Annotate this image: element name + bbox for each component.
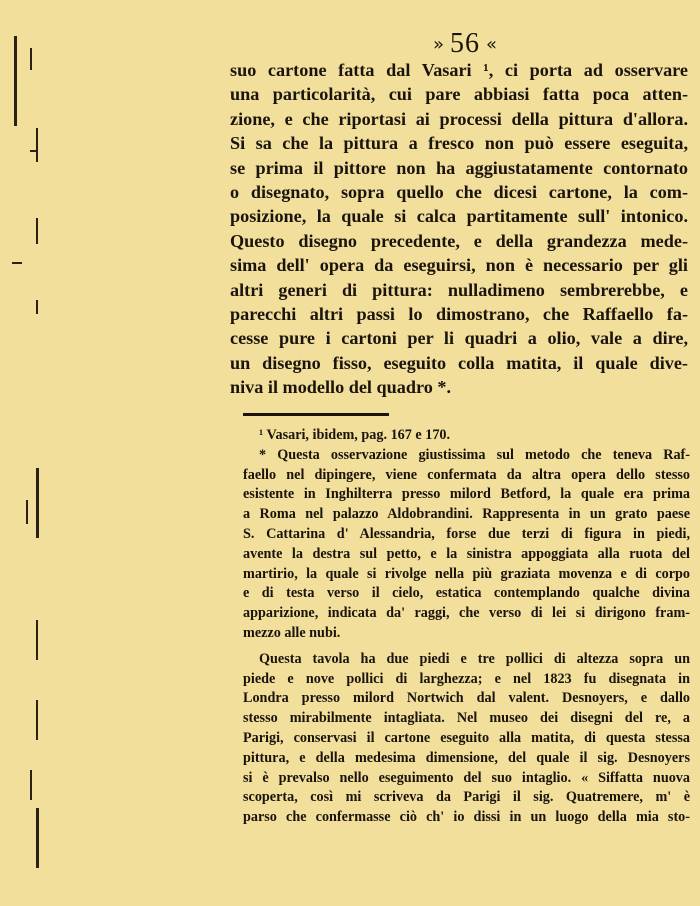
footnote-separator	[243, 413, 389, 416]
edge-mark	[26, 500, 28, 524]
edge-mark	[36, 620, 38, 660]
footnote-line: scoperta, così mi scriveva da Parigi il sig. Quatremere, m' è	[243, 789, 690, 806]
text-line: suo cartone fatta dal Vasari ¹, ci porta ad osservare	[230, 60, 688, 80]
footnote-line: martirio, la quale si rivolge nella più graziata movenza e di corpo	[243, 565, 690, 582]
text-line: zione, e che riportasi ai processi della pittura d'allora.	[230, 108, 688, 129]
edge-mark	[30, 150, 36, 152]
footnote-line: Questa tavola ha due piedi e tre pollici di altezza sopra un	[259, 650, 690, 667]
footnote-line: esistente in Inghilterra presso milord Betford, la quale era prima	[243, 486, 690, 503]
footnote-line: * Questa osservazione giustissima sul metodo che teneva Raf-	[259, 446, 690, 463]
footnote-line: Parigi, conservasi il cartone eseguito alla matita, di questa stessa	[243, 729, 690, 746]
footnote-line: stesso mirabilmente intagliata. Nel museo dei disegni del re, a	[243, 710, 690, 727]
footnote-line: Londra presso milord Nortwich dal valent. Desnoyers, e dallo	[243, 690, 690, 707]
footnote-line: piede e nove pollici di larghezza; e nel 1823 fu disegnata in	[243, 670, 690, 687]
footnote-line: pittura, e della medesima dimensione, del quale il sig. Desnoyers	[243, 749, 690, 766]
text-line: posizione, la quale si calca partitamente sull' intonico.	[230, 206, 688, 227]
text-line: Questo disegno precedente, e della grandezza mede-	[230, 230, 688, 251]
text-line: parecchi altri passi lo dimostrano, che Raffaello fa-	[230, 303, 688, 324]
left-ornament: »	[432, 33, 444, 55]
text-line: un disegno fisso, eseguito colla matita, il quale dive-	[230, 352, 688, 373]
text-line: una particolarità, cui pare abbiasi fatta poca atten-	[230, 84, 688, 105]
footnote-line: mezzo alle nubi.	[243, 624, 341, 641]
footnote-line: apparizione, indicata da' raggi, che verso di lei si dirigono fram-	[243, 605, 690, 622]
edge-mark	[36, 468, 39, 538]
text-line: altri generi di pittura: nulladimeno sembrerebbe, e	[230, 279, 688, 300]
right-ornament: «	[486, 33, 498, 55]
text-line: se prima il pittore non ha aggiustatamente contornato	[230, 157, 688, 178]
footnote-line: avente la destra sul petto, e la sinistra appoggiata alla ruota del	[243, 545, 690, 562]
footnote-1: ¹ Vasari, ibidem, pag. 167 e 170.	[259, 427, 451, 443]
text-line: o disegnato, sopra quello che dicesi cartone, la com-	[230, 181, 688, 202]
footnote-line: a Roma nel palazzo Aldobrandini. Rappresenta in un grato paese	[243, 506, 690, 523]
main-text-block	[230, 58, 688, 399]
edge-mark	[36, 218, 38, 244]
edge-mark	[14, 36, 17, 126]
edge-mark	[36, 128, 38, 162]
page-header	[400, 26, 530, 62]
footnote-line: parso che confermasse ciò ch' io dissi in un luogo della mia sto-	[243, 809, 690, 826]
edge-mark	[30, 770, 32, 800]
text-line: sima dell' opera da eseguirsi, non è necessario per gli	[230, 255, 688, 276]
page-number: 56	[450, 28, 480, 59]
footnote-line: si è prevalso nello eseguimento del suo intaglio. « Siffatta nuova	[243, 769, 690, 786]
text-line: cesse pure i cartoni per li quadri a olio, vale a dire,	[230, 328, 688, 349]
text-line: niva il modello del quadro *.	[230, 377, 451, 398]
edge-mark	[36, 300, 38, 314]
footnote-line: S. Cattarina d' Alessandria, forse due terzi di figura in piedi,	[243, 525, 690, 542]
edge-mark	[12, 262, 22, 264]
edge-mark	[36, 808, 39, 868]
footnote-line: faello nel dipingere, viene confermata da altra opera dello stesso	[243, 466, 690, 483]
footnote-line: e di testa verso il cielo, estatica contemplando qualche divina	[243, 585, 690, 602]
footnotes-block	[243, 426, 690, 828]
page-edge-marks	[0, 0, 60, 906]
edge-mark	[36, 700, 38, 740]
text-line: Si sa che la pittura a fresco non può essere eseguita,	[230, 133, 688, 154]
edge-mark	[30, 48, 32, 70]
